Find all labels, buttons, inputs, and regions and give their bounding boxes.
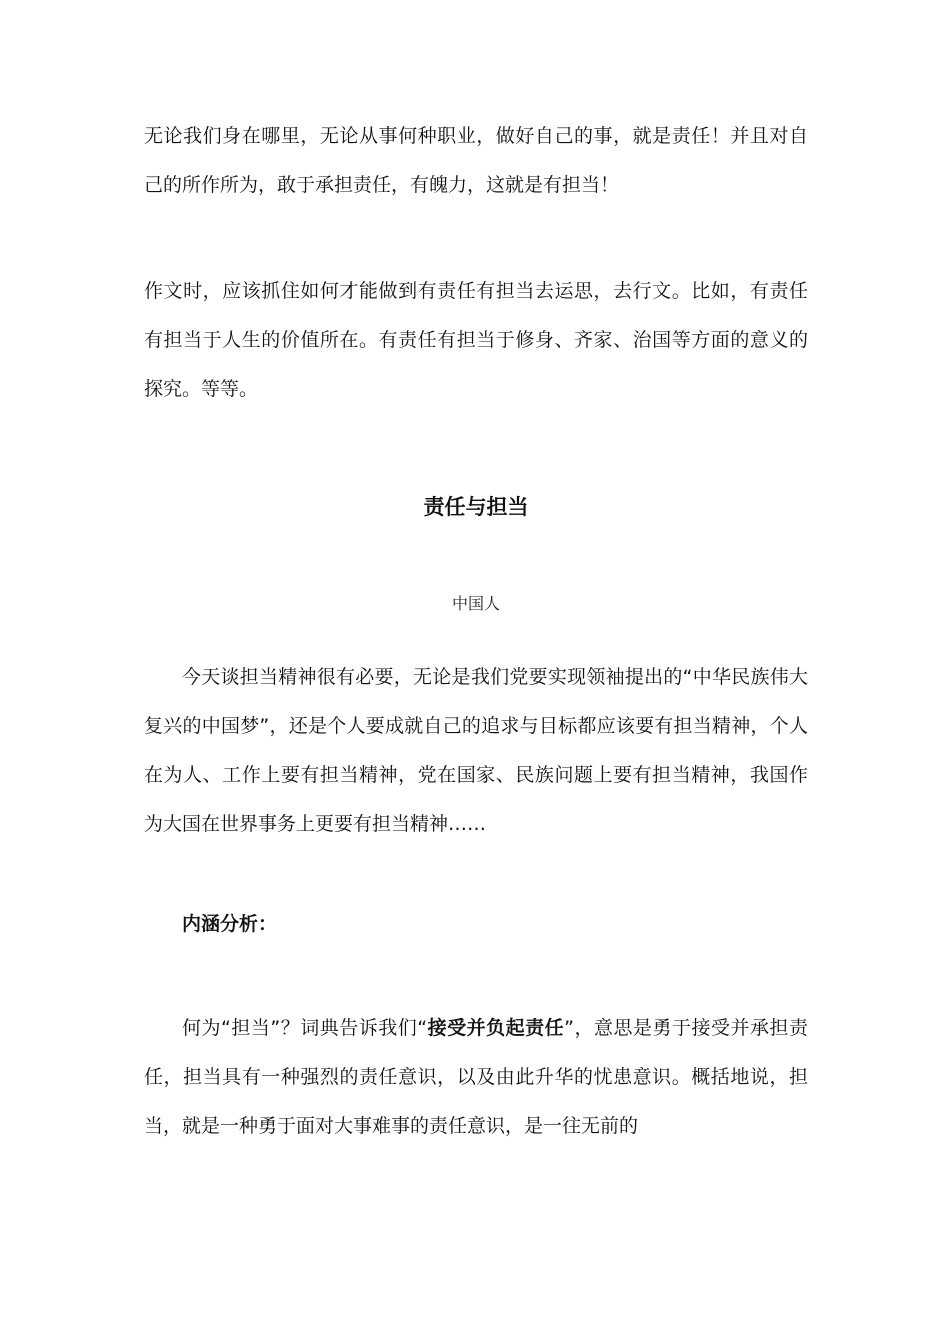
paragraph-4-bold: 接受并负起责任 — [427, 1017, 565, 1039]
spacer — [144, 414, 808, 465]
paragraph-4-before: 何为“担当”？词典告诉我们“ — [182, 1017, 428, 1039]
paragraph-4-after: ”，意思是勇于接受并承担责任，担当具有一种强烈的责任意识，以及由此升华的忧患意识。概括地说，担当，就是一种勇于面对大事难事的责任意识，是一往无前的 — [144, 1017, 808, 1137]
article-title: 责任与担当 — [423, 495, 529, 519]
paragraph-2: 作文时，应该抓住如何才能做到有责任有担当去运思，去行文。比如，有责任有担当于人生的价值所在。有责任有担当于修身、齐家、治国等方面的意义的探究。等等。 — [144, 280, 808, 400]
spacer — [144, 527, 808, 569]
spacer — [144, 210, 808, 261]
article-author: 中国人 — [451, 594, 500, 613]
document-page — [144, 112, 808, 1151]
section-heading: 内涵分析： — [182, 913, 278, 935]
paragraph-3: 今天谈担当精神很有必要，无论是我们党要实现领袖提出的“中华民族伟大复兴的中国梦”，还是个人要成就自己的追求与目标都应该要有担当精神，个人在为人、工作上要有担当精神，党在国家、民族问题上要有担当精神，我国作为大国在世界事务上更要有担当精神…… — [144, 666, 808, 835]
paragraph-1: 无论我们身在哪里，无论从事何种职业，做好自己的事，就是责任！并且对自己的所作所为，敢于承担责任，有魄力，这就是有担当！ — [144, 125, 808, 196]
spacer — [144, 949, 808, 1000]
paragraph-4 — [144, 1004, 808, 1151]
spacer — [144, 849, 808, 900]
